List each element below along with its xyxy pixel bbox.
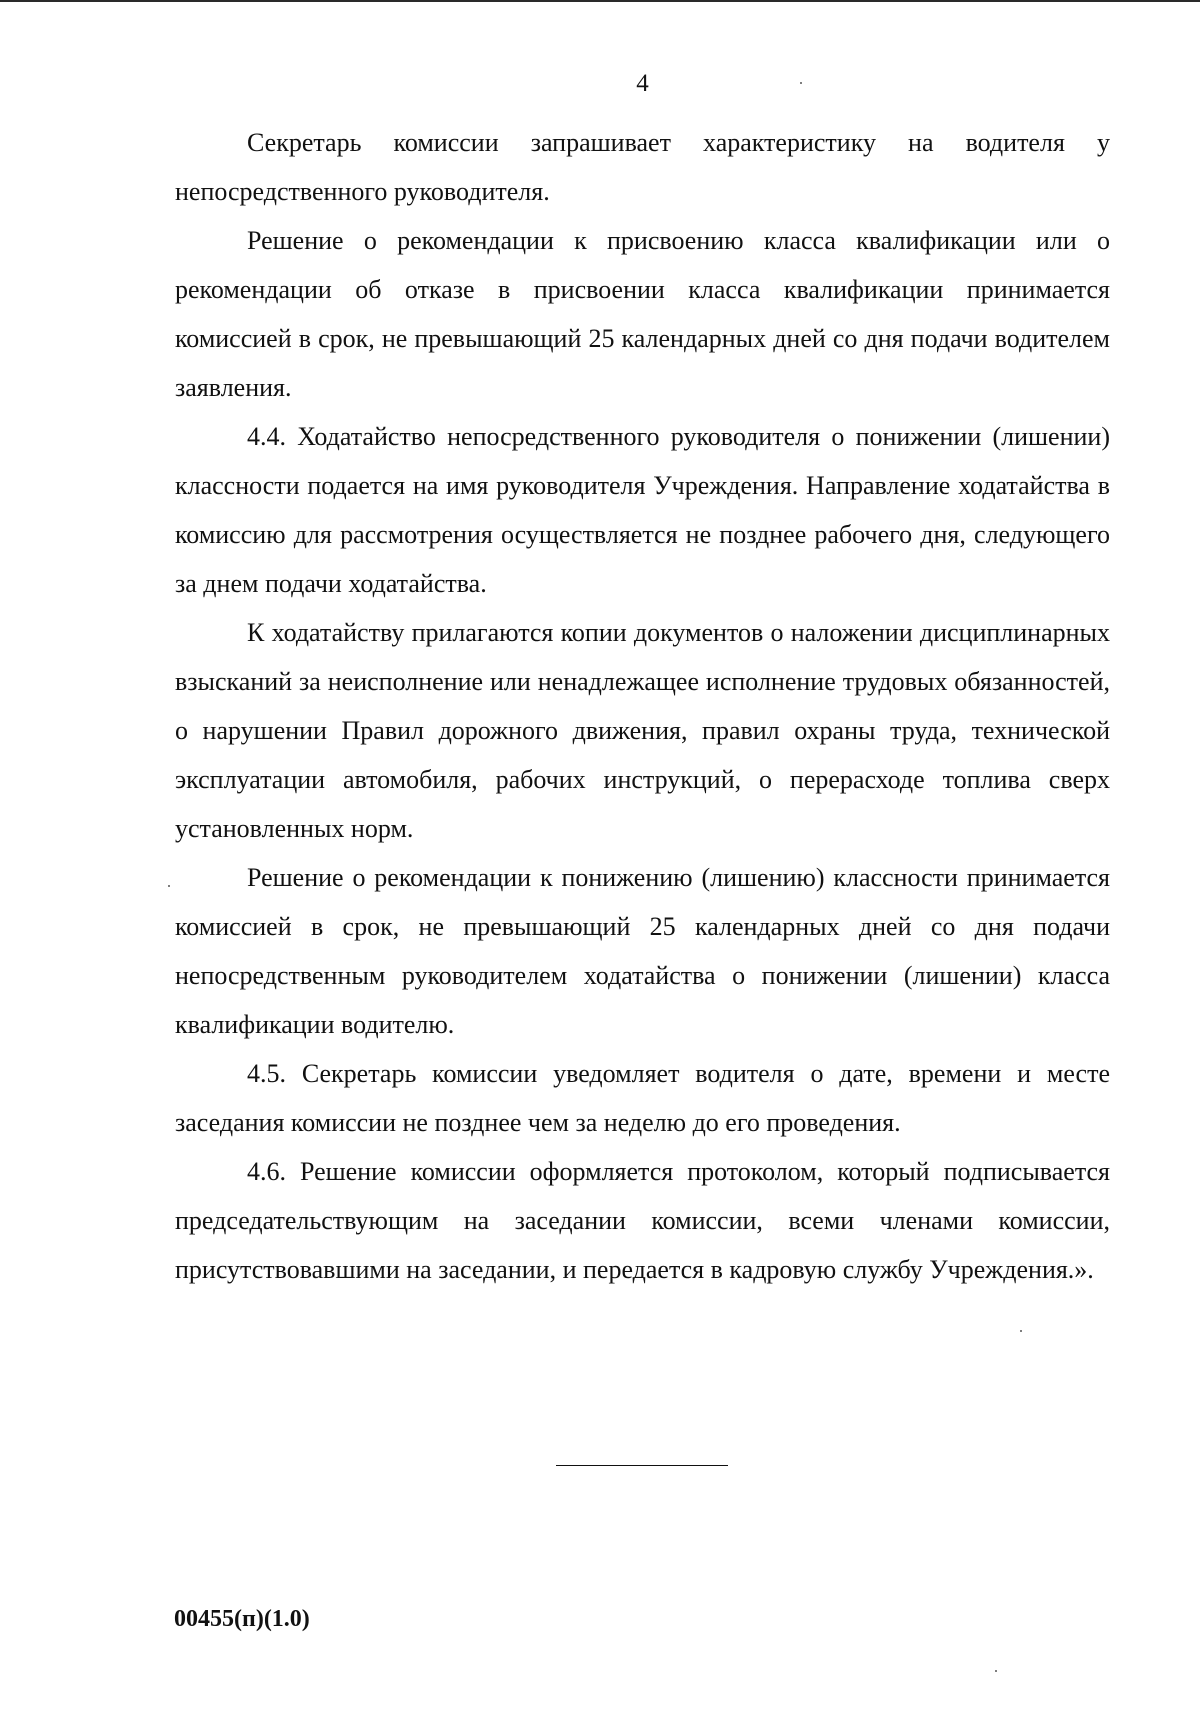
document-code: 00455(п)(1.0)	[174, 1606, 310, 1632]
scan-speck	[995, 1670, 997, 1672]
paragraph-4-5-notification: 4.5. Секретарь комиссии уведомляет водителя о дате, времени и месте заседания комиссии не позднее чем за неделю до его проведения.	[175, 1059, 1110, 1137]
scan-speck	[800, 82, 802, 84]
end-of-text-rule	[556, 1465, 728, 1466]
paragraph-petition-attachments: К ходатайству прилагаются копии документов о наложении дисциплинарных взысканий за неисполнение или ненадлежащее исполнение трудовых обязанностей, о нарушении Правил дорожного движения, правил охраны труда, технической эксплуатации автомобиля, рабочих инструкций, о перерасходе топлива сверх установленных норм.	[175, 618, 1110, 843]
paragraph-4-4-petition: 4.4. Ходатайство непосредственного руководителя о понижении (лишении) классности подается на имя руководителя Учреждения. Направление ходатайства в комиссию для рассмотрения осуществляется не позднее рабочего дня, следующего за днем подачи ходатайства.	[175, 422, 1110, 598]
paragraph-assignment-decision: Решение о рекомендации к присвоению класса квалификации или о рекомендации об отказе в присвоении класса квалификации принимается комиссией в срок, не превышающий 25 календарных дней со дня подачи водителем заявления.	[175, 226, 1110, 402]
page-number: 4	[636, 70, 649, 97]
paragraph-downgrade-decision: Решение о рекомендации к понижению (лишению) классности принимается комиссией в срок, не превышающий 25 календарных дней со дня подачи непосредственным руководителем ходатайства о понижении (лишении) класса квалификации водителю.	[175, 863, 1110, 1039]
scan-speck	[168, 885, 170, 887]
top-scan-border	[0, 0, 1200, 2]
paragraph-secretary-request: Секретарь комиссии запрашивает характеристику на водителя у непосредственного руководителя.	[175, 128, 1110, 206]
paragraph-4-6-protocol: 4.6. Решение комиссии оформляется протоколом, который подписывается председательствующим на заседании комиссии, всеми членами комиссии, присутствовавшими на заседании, и передается в кадровую службу Учреждения.».	[175, 1157, 1110, 1284]
scan-speck	[1020, 1330, 1022, 1332]
document-body	[175, 118, 1110, 1294]
